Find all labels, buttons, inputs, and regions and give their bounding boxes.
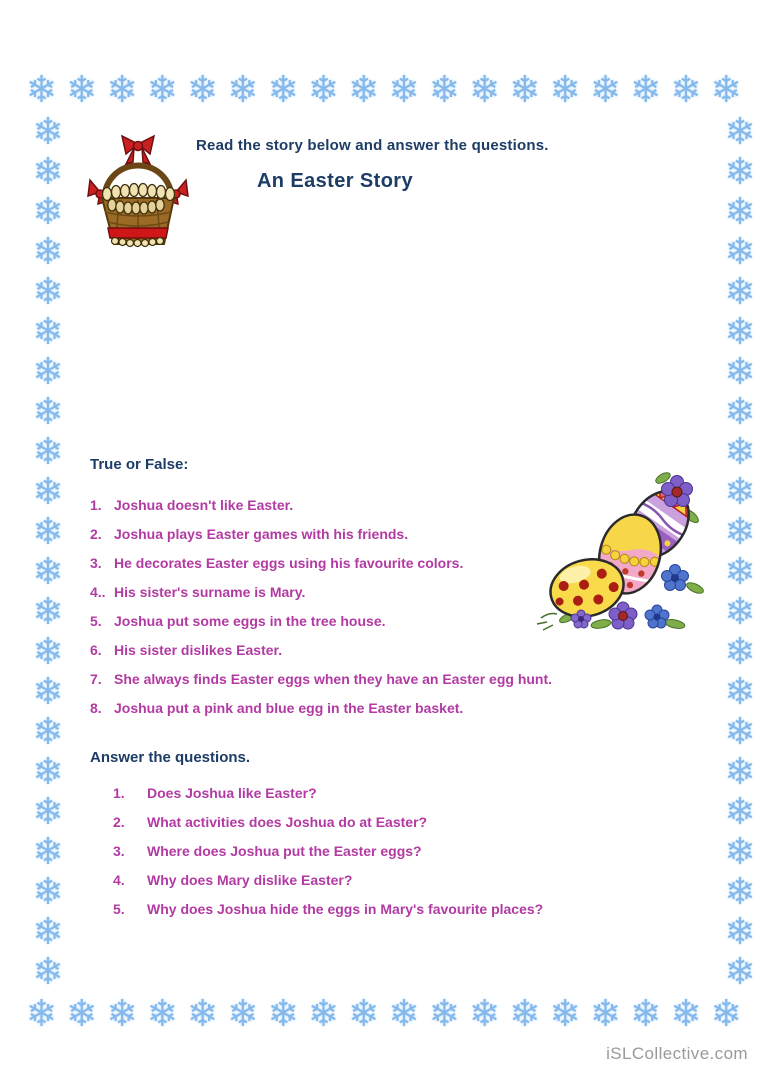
true-false-item [90, 613, 552, 642]
question-item [113, 843, 543, 872]
snowflake-icon: ❄ [469, 992, 501, 1035]
worksheet-title: An Easter Story [256, 170, 414, 192]
true-false-list [90, 497, 552, 729]
true-false-item [90, 700, 552, 729]
snowflake-icon: ❄ [724, 950, 756, 993]
item-number: 1. [113, 785, 125, 801]
item-text: His sister dislikes Easter. [114, 642, 283, 658]
snowflake-icon: ❄ [724, 750, 756, 793]
true-false-item [90, 671, 552, 700]
item-text: Joshua put some eggs in the tree house. [114, 613, 386, 629]
snowflake-icon: ❄ [549, 992, 581, 1035]
snowflake-border-left [26, 112, 70, 992]
snowflake-icon: ❄ [630, 992, 662, 1035]
snowflake-icon: ❄ [589, 992, 621, 1035]
item-text: Joshua put a pink and blue egg in the Easter basket. [114, 700, 464, 716]
snowflake-icon: ❄ [187, 992, 219, 1035]
item-number: 6. [90, 642, 102, 658]
snowflake-icon: ❄ [724, 510, 756, 553]
snowflake-icon: ❄ [724, 910, 756, 953]
snowflake-icon: ❄ [307, 992, 339, 1035]
snowflake-border-right [718, 112, 762, 992]
item-number: 2. [113, 814, 125, 830]
snowflake-icon: ❄ [549, 68, 581, 111]
snowflake-icon: ❄ [32, 630, 64, 673]
snowflake-icon: ❄ [32, 710, 64, 753]
item-text: She always finds Easter eggs when they have an Easter egg hunt. [114, 671, 553, 687]
item-text: He decorates Easter eggs using his favourite colors. [114, 555, 464, 571]
snowflake-icon: ❄ [32, 430, 64, 473]
snowflake-icon: ❄ [66, 68, 98, 111]
snowflake-icon: ❄ [32, 310, 64, 353]
item-number: 3. [113, 843, 125, 859]
instruction-text: Read the story below and answer the questions. [196, 137, 549, 154]
snowflake-icon: ❄ [348, 992, 380, 1035]
snowflake-icon: ❄ [724, 150, 756, 193]
item-number: 1. [90, 497, 102, 513]
snowflake-icon: ❄ [509, 68, 541, 111]
snowflake-icon: ❄ [509, 992, 541, 1035]
snowflake-icon: ❄ [32, 110, 64, 153]
snowflake-icon: ❄ [32, 950, 64, 993]
snowflake-icon: ❄ [32, 910, 64, 953]
snowflake-icon: ❄ [670, 68, 702, 111]
item-text: Why does Mary dislike Easter? [147, 872, 353, 888]
snowflake-icon: ❄ [106, 68, 138, 111]
snowflake-icon: ❄ [724, 550, 756, 593]
item-number: 8. [90, 700, 102, 716]
snowflake-icon: ❄ [26, 992, 58, 1035]
watermark: iSLCollective.com [606, 1044, 748, 1063]
snowflake-icon: ❄ [32, 550, 64, 593]
snowflake-icon: ❄ [724, 830, 756, 873]
item-number: 2. [90, 526, 102, 542]
snowflake-icon: ❄ [589, 68, 621, 111]
item-number: 4. [113, 872, 125, 888]
snowflake-icon: ❄ [32, 270, 64, 313]
item-number: 5. [113, 901, 125, 917]
snowflake-icon: ❄ [724, 710, 756, 753]
snowflake-icon: ❄ [724, 790, 756, 833]
snowflake-icon: ❄ [724, 870, 756, 913]
true-false-item [90, 526, 552, 555]
snowflake-icon: ❄ [227, 992, 259, 1035]
snowflake-icon: ❄ [724, 350, 756, 393]
item-text: Why does Joshua hide the eggs in Mary's favourite places? [147, 901, 544, 917]
question-item [113, 785, 543, 814]
item-text: Where does Joshua put the Easter eggs? [147, 843, 422, 859]
snowflake-icon: ❄ [146, 68, 178, 111]
snowflake-icon: ❄ [724, 670, 756, 713]
snowflake-icon: ❄ [710, 68, 742, 111]
snowflake-icon: ❄ [724, 310, 756, 353]
snowflake-icon: ❄ [32, 470, 64, 513]
snowflake-icon: ❄ [32, 870, 64, 913]
item-text: Does Joshua like Easter? [147, 785, 317, 801]
true-false-item [90, 555, 552, 584]
questions-heading: Answer the questions. [90, 749, 251, 766]
easter-basket-illustration [86, 134, 190, 252]
snowflake-icon: ❄ [32, 150, 64, 193]
item-text: Joshua doesn't like Easter. [114, 497, 294, 513]
snowflake-icon: ❄ [146, 992, 178, 1035]
snowflake-icon: ❄ [32, 670, 64, 713]
snowflake-border-top [26, 70, 742, 114]
true-false-item [90, 584, 552, 613]
snowflake-icon: ❄ [32, 790, 64, 833]
snowflake-icon: ❄ [724, 270, 756, 313]
snowflake-icon: ❄ [32, 230, 64, 273]
snowflake-icon: ❄ [469, 68, 501, 111]
snowflake-icon: ❄ [710, 992, 742, 1035]
snowflake-icon: ❄ [32, 190, 64, 233]
item-text: Joshua plays Easter games with his friends. [114, 526, 409, 542]
snowflake-icon: ❄ [724, 230, 756, 273]
item-number: 7. [90, 671, 102, 687]
true-false-heading: True or False: [90, 456, 189, 473]
questions-list [113, 785, 543, 930]
item-text: His sister's surname is Mary. [114, 584, 306, 600]
snowflake-icon: ❄ [428, 992, 460, 1035]
snowflake-icon: ❄ [724, 110, 756, 153]
true-false-item [90, 642, 552, 671]
question-item [113, 872, 543, 901]
snowflake-icon: ❄ [26, 68, 58, 111]
item-number: 3. [90, 555, 102, 571]
snowflake-icon: ❄ [106, 992, 138, 1035]
snowflake-icon: ❄ [32, 510, 64, 553]
snowflake-icon: ❄ [724, 590, 756, 633]
easter-eggs-illustration [523, 466, 705, 634]
snowflake-icon: ❄ [32, 590, 64, 633]
snowflake-icon: ❄ [724, 190, 756, 233]
snowflake-icon: ❄ [32, 390, 64, 433]
snowflake-icon: ❄ [187, 68, 219, 111]
snowflake-icon: ❄ [724, 430, 756, 473]
snowflake-icon: ❄ [227, 68, 259, 111]
snowflake-icon: ❄ [388, 992, 420, 1035]
question-item [113, 814, 543, 843]
snowflake-icon: ❄ [32, 350, 64, 393]
item-number: 4.. [90, 584, 106, 600]
snowflake-icon: ❄ [267, 992, 299, 1035]
snowflake-icon: ❄ [32, 830, 64, 873]
snowflake-icon: ❄ [32, 750, 64, 793]
snowflake-icon: ❄ [724, 630, 756, 673]
snowflake-icon: ❄ [670, 992, 702, 1035]
true-false-item [90, 497, 552, 526]
snowflake-icon: ❄ [388, 68, 420, 111]
snowflake-icon: ❄ [348, 68, 380, 111]
snowflake-icon: ❄ [724, 390, 756, 433]
snowflake-icon: ❄ [724, 470, 756, 513]
item-text: What activities does Joshua do at Easter? [147, 814, 428, 830]
snowflake-icon: ❄ [630, 68, 662, 111]
snowflake-icon: ❄ [428, 68, 460, 111]
snowflake-icon: ❄ [267, 68, 299, 111]
snowflake-icon: ❄ [66, 992, 98, 1035]
item-number: 5. [90, 613, 102, 629]
question-item [113, 901, 543, 930]
snowflake-icon: ❄ [307, 68, 339, 111]
snowflake-border-bottom [26, 994, 742, 1038]
